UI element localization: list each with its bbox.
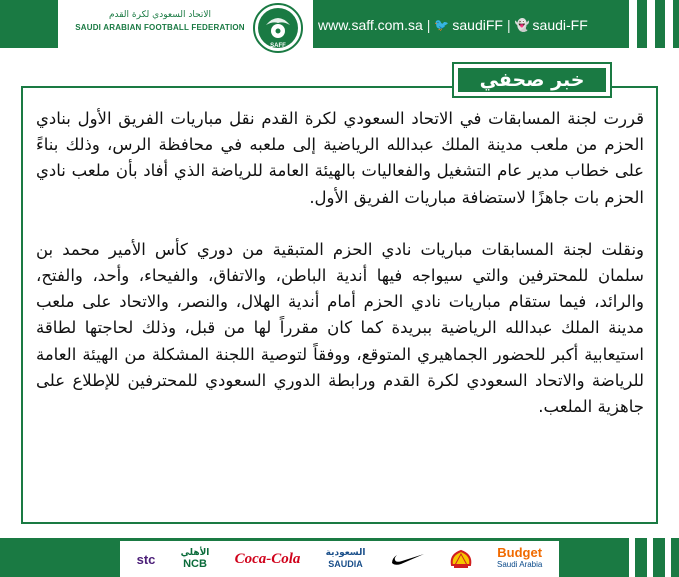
press-release-body bbox=[36, 106, 644, 420]
stripe bbox=[647, 0, 655, 48]
sponsor-ncb-logo bbox=[181, 548, 210, 570]
cocacola-text: Coca-Cola bbox=[234, 550, 301, 567]
twitter-icon: 🐦 bbox=[434, 18, 450, 32]
header-left-stripe bbox=[0, 0, 58, 48]
footer-right-stripes bbox=[621, 538, 679, 577]
header bbox=[0, 0, 679, 62]
federation-wordmark bbox=[70, 10, 250, 44]
sponsor-nike-logo bbox=[391, 552, 425, 566]
header-right-stripes bbox=[621, 0, 679, 48]
ncb-arabic-text: الأهلي bbox=[180, 548, 210, 558]
federation-name-english: SAUDI ARABIAN FOOTBALL FEDERATION bbox=[75, 23, 245, 32]
emblem-label: SAFF bbox=[270, 43, 286, 49]
stc-logo-text: stc bbox=[136, 551, 156, 567]
snapchat-icon: 👻 bbox=[514, 18, 530, 32]
stripe bbox=[629, 538, 635, 577]
stripe bbox=[665, 538, 671, 577]
ncb-text: NCB bbox=[183, 558, 207, 570]
paragraph-2: ونقلت لجنة المسابقات مباريات نادي الحزم المتبقية من دوري كأس الأمير محمد بن سلمان للمحترفين والتي سيواجه فيها أندية الباطن، والاتفاق، والفيحاء، وأحد، والفتح، والرائد، فيما ستقام مباريات نادي الحزم أمام أندية الهلال، والنصر، والاتحاد على ملعب مدينة الملك عبدالله الرياضية ببريدة كما كان مقرراً لها من قبل، وذلك لحاجتها لطاقة استيعابية أكبر للحضور الجماهيري المتوقع، ووفقاً لتوصية اللجنة المشكلة من الهيئة العامة للرياضة والاتحاد السعودي لكرة القدم ورابطة الدوري السعودي للمحترفين للإطلاع على جاهزية الملعب. bbox=[36, 239, 644, 417]
sponsor-cocacola-logo bbox=[235, 551, 301, 568]
sponsor-saudia-logo bbox=[326, 548, 366, 570]
stripe bbox=[665, 0, 673, 48]
title-tab bbox=[452, 62, 612, 98]
snapchat-handle[interactable]: saudi-FF bbox=[532, 17, 588, 33]
separator: | bbox=[506, 17, 511, 33]
budget-text: Budget bbox=[497, 545, 543, 560]
sponsor-budget-logo bbox=[497, 547, 542, 571]
stripe bbox=[647, 538, 653, 577]
saudia-text: SAUDIA bbox=[328, 559, 363, 569]
stripe bbox=[629, 0, 637, 48]
twitter-handle[interactable]: saudiFF bbox=[452, 17, 503, 33]
sponsor-shell-logo bbox=[450, 549, 472, 569]
website-link[interactable]: www.saff.com.sa bbox=[318, 17, 423, 33]
federation-name-arabic: الاتحاد السعودي لكرة القدم bbox=[108, 10, 212, 20]
shell-pecten-icon bbox=[450, 549, 472, 569]
page-title: خبر صحفي bbox=[458, 68, 606, 92]
sponsor-strip bbox=[120, 541, 559, 577]
budget-subtext: Saudi Arabia bbox=[496, 560, 543, 569]
saff-emblem-icon bbox=[253, 3, 303, 53]
social-links bbox=[318, 15, 588, 35]
saudia-arabic-text: السعودية bbox=[325, 548, 366, 558]
sponsor-stc-logo bbox=[137, 552, 156, 567]
nike-swoosh-icon bbox=[391, 552, 425, 566]
paragraph-1: قررت لجنة المسابقات في الاتحاد السعودي لكرة القدم نقل مباريات الفريق الأول بنادي الحزم من ملعب مدينة الملك عبدالله الرياضية إلى ملعبه في محافظة الرس، وذلك بناءً على خطاب مدير عام التشغيل والفعاليات بالهيئة العامة للرياضة الذي أفاد بأن ملعب نادي الحزم بات جاهزًا لاستضافة مباريات الفريق الأول. bbox=[36, 109, 644, 207]
separator: | bbox=[426, 17, 431, 33]
